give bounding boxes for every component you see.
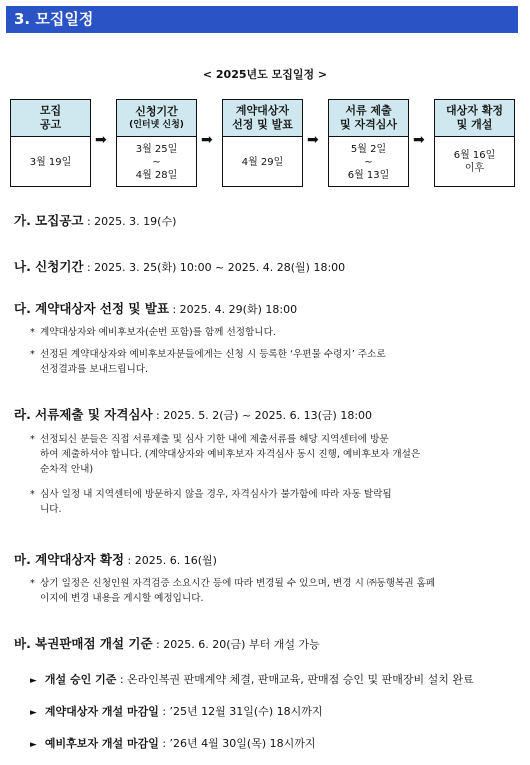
box-date-sep: ~ <box>364 156 373 168</box>
arrow-right-icon: ➡ <box>307 132 319 148</box>
item-label: 라. 서류제출 및 자격심사 <box>14 407 153 422</box>
note-text-line: 하여 제출하셔야 합니다. (계약대상자와 예비후보자 자격심사 동시 진행, 예비후보자 개설은 <box>40 449 421 460</box>
box-date: 3월 19일 <box>29 156 72 168</box>
note-text: 계약대상자와 예비후보자(순번 포함)를 함께 선정합니다. <box>40 327 276 338</box>
box-body <box>329 137 408 187</box>
box-body <box>117 137 196 187</box>
item-opening-criteria <box>14 634 320 652</box>
box-header-line1: 대상자 확정 <box>446 104 503 117</box>
box-header-line2: 및 자격심사 <box>340 118 397 131</box>
item-value: : 2025. 3. 19(수) <box>83 215 177 228</box>
box-header-sub: (인터넷 신청) <box>129 120 184 130</box>
item-value: : 2025. 6. 20(금) 부터 개설 가능 <box>152 638 320 651</box>
item-label: 마. 계약대상자 확정 <box>14 552 125 567</box>
box-header <box>435 100 514 137</box>
bullet-approval-criteria <box>30 671 474 687</box>
box-date-end: 6월 13일 <box>347 169 390 181</box>
note-star: * <box>30 434 35 445</box>
note-star: * <box>30 327 35 338</box>
schedule-box-announcement <box>10 99 91 187</box>
item-label: 나. 신청기간 <box>14 259 84 274</box>
box-date-sep: ~ <box>152 156 161 168</box>
note-text-line: 심사 일정 내 지역센터에 방문하지 않을 경우, 자격심사가 불가함에 따라 자동 탈락됩 <box>40 489 392 500</box>
box-header-line2: 및 개설 <box>456 118 493 131</box>
item-value: : 2025. 3. 25(화) 10:00 ~ 2025. 4. 28(월) 18:00 <box>83 261 346 274</box>
note-text-line: 순차적 안내) <box>40 464 94 475</box>
box-header-line2: 선정 및 발표 <box>232 118 293 131</box>
item-value: : 2025. 6. 16(월) <box>124 554 217 567</box>
box-date-start: 3월 25일 <box>135 143 178 155</box>
bullet-label: 예비후보자 개설 마감일 <box>44 737 159 750</box>
bullet-value: : ’25년 12월 31일(수) 18시까지 <box>158 705 323 718</box>
note-star: * <box>30 489 35 500</box>
triangle-bullet-icon: ► <box>30 740 37 750</box>
box-header-line1: 모집 <box>39 104 62 117</box>
box-header-line1: 계약대상자 <box>235 104 290 117</box>
item-confirmation <box>14 550 217 568</box>
note-star: * <box>30 349 35 360</box>
box-header-line1: 신청기간 <box>135 105 178 118</box>
box-date: 4월 29일 <box>241 156 284 168</box>
note-text-line: 이지에 변경 내용을 게시할 예정입니다. <box>40 593 204 604</box>
box-date: 6월 16일 <box>453 150 496 161</box>
schedule-box-selection <box>222 99 303 187</box>
item-value: : 2025. 4. 29(화) 18:00 <box>168 303 298 316</box>
triangle-bullet-icon: ► <box>30 676 37 686</box>
note-documents-1 <box>30 432 520 477</box>
note-confirmation <box>30 576 520 606</box>
box-header <box>11 100 90 137</box>
box-date-note: 이후 <box>464 163 485 174</box>
arrow-right-icon: ➡ <box>413 132 425 148</box>
item-label: 다. 계약대상자 선정 및 발표 <box>14 301 169 316</box>
box-header <box>329 100 408 137</box>
item-label: 바. 복권판매점 개설 기준 <box>14 636 153 651</box>
box-body <box>435 137 514 187</box>
box-header-line2: 공고 <box>39 118 62 131</box>
note-documents-2 <box>30 487 520 517</box>
triangle-bullet-icon: ► <box>30 708 37 718</box>
bullet-contract-deadline <box>30 703 322 719</box>
note-text-line: 선정결과를 보내드립니다. <box>40 364 149 375</box>
note-text-line: 선정된 계약대상자와 예비후보자분들에게는 신청 시 등록한 ‘우편물 수령지’ 주소로 <box>40 349 386 360</box>
bullet-value: : 온라인복권 판매계약 체결, 판매교육, 판매점 승인 및 판매장비 설치 완료 <box>116 673 474 686</box>
schedule-title: < 2025년도 모집일정 > <box>202 68 328 81</box>
box-body <box>223 137 302 187</box>
bullet-value: : ’26년 4월 30일(목) 18시까지 <box>158 737 316 750</box>
item-application-period <box>14 257 345 275</box>
note-selection-1 <box>30 325 520 340</box>
box-header-line1: 서류 제출 <box>345 104 392 117</box>
item-announcement <box>14 211 176 229</box>
bullet-label: 계약대상자 개설 마감일 <box>44 705 159 718</box>
box-date-end: 4월 28일 <box>135 169 178 181</box>
section-header: 3. 모집일정 <box>6 6 518 33</box>
note-text-line: 상기 일정은 신청인원 자격검증 소요시간 등에 따라 변경될 수 있으며, 변경 시 ㈜동행복권 홈페 <box>40 578 436 589</box>
box-header <box>117 100 196 137</box>
bullet-reserve-deadline <box>30 735 315 751</box>
bullet-label: 개설 승인 기준 <box>44 673 117 686</box>
box-header <box>223 100 302 137</box>
schedule-box-confirmation <box>434 99 515 187</box>
arrow-right-icon: ➡ <box>201 132 213 148</box>
note-text-line: 니다. <box>40 504 62 515</box>
arrow-right-icon: ➡ <box>95 132 107 148</box>
item-label: 가. 모집공고 <box>14 213 84 228</box>
note-selection-2 <box>30 347 520 377</box>
item-selection <box>14 299 297 317</box>
box-date-start: 5월 2일 <box>350 143 387 155</box>
schedule-box-application <box>116 99 197 187</box>
note-text-line: 선정되신 분들은 직접 서류제출 및 심사 기한 내에 제출서류를 해당 지역센터에 방문 <box>40 434 389 445</box>
item-documents <box>14 405 372 423</box>
box-body <box>11 137 90 187</box>
item-value: : 2025. 5. 2(금) ~ 2025. 6. 13(금) 18:00 <box>152 409 373 422</box>
schedule-box-documents <box>328 99 409 187</box>
note-star: * <box>30 578 35 589</box>
